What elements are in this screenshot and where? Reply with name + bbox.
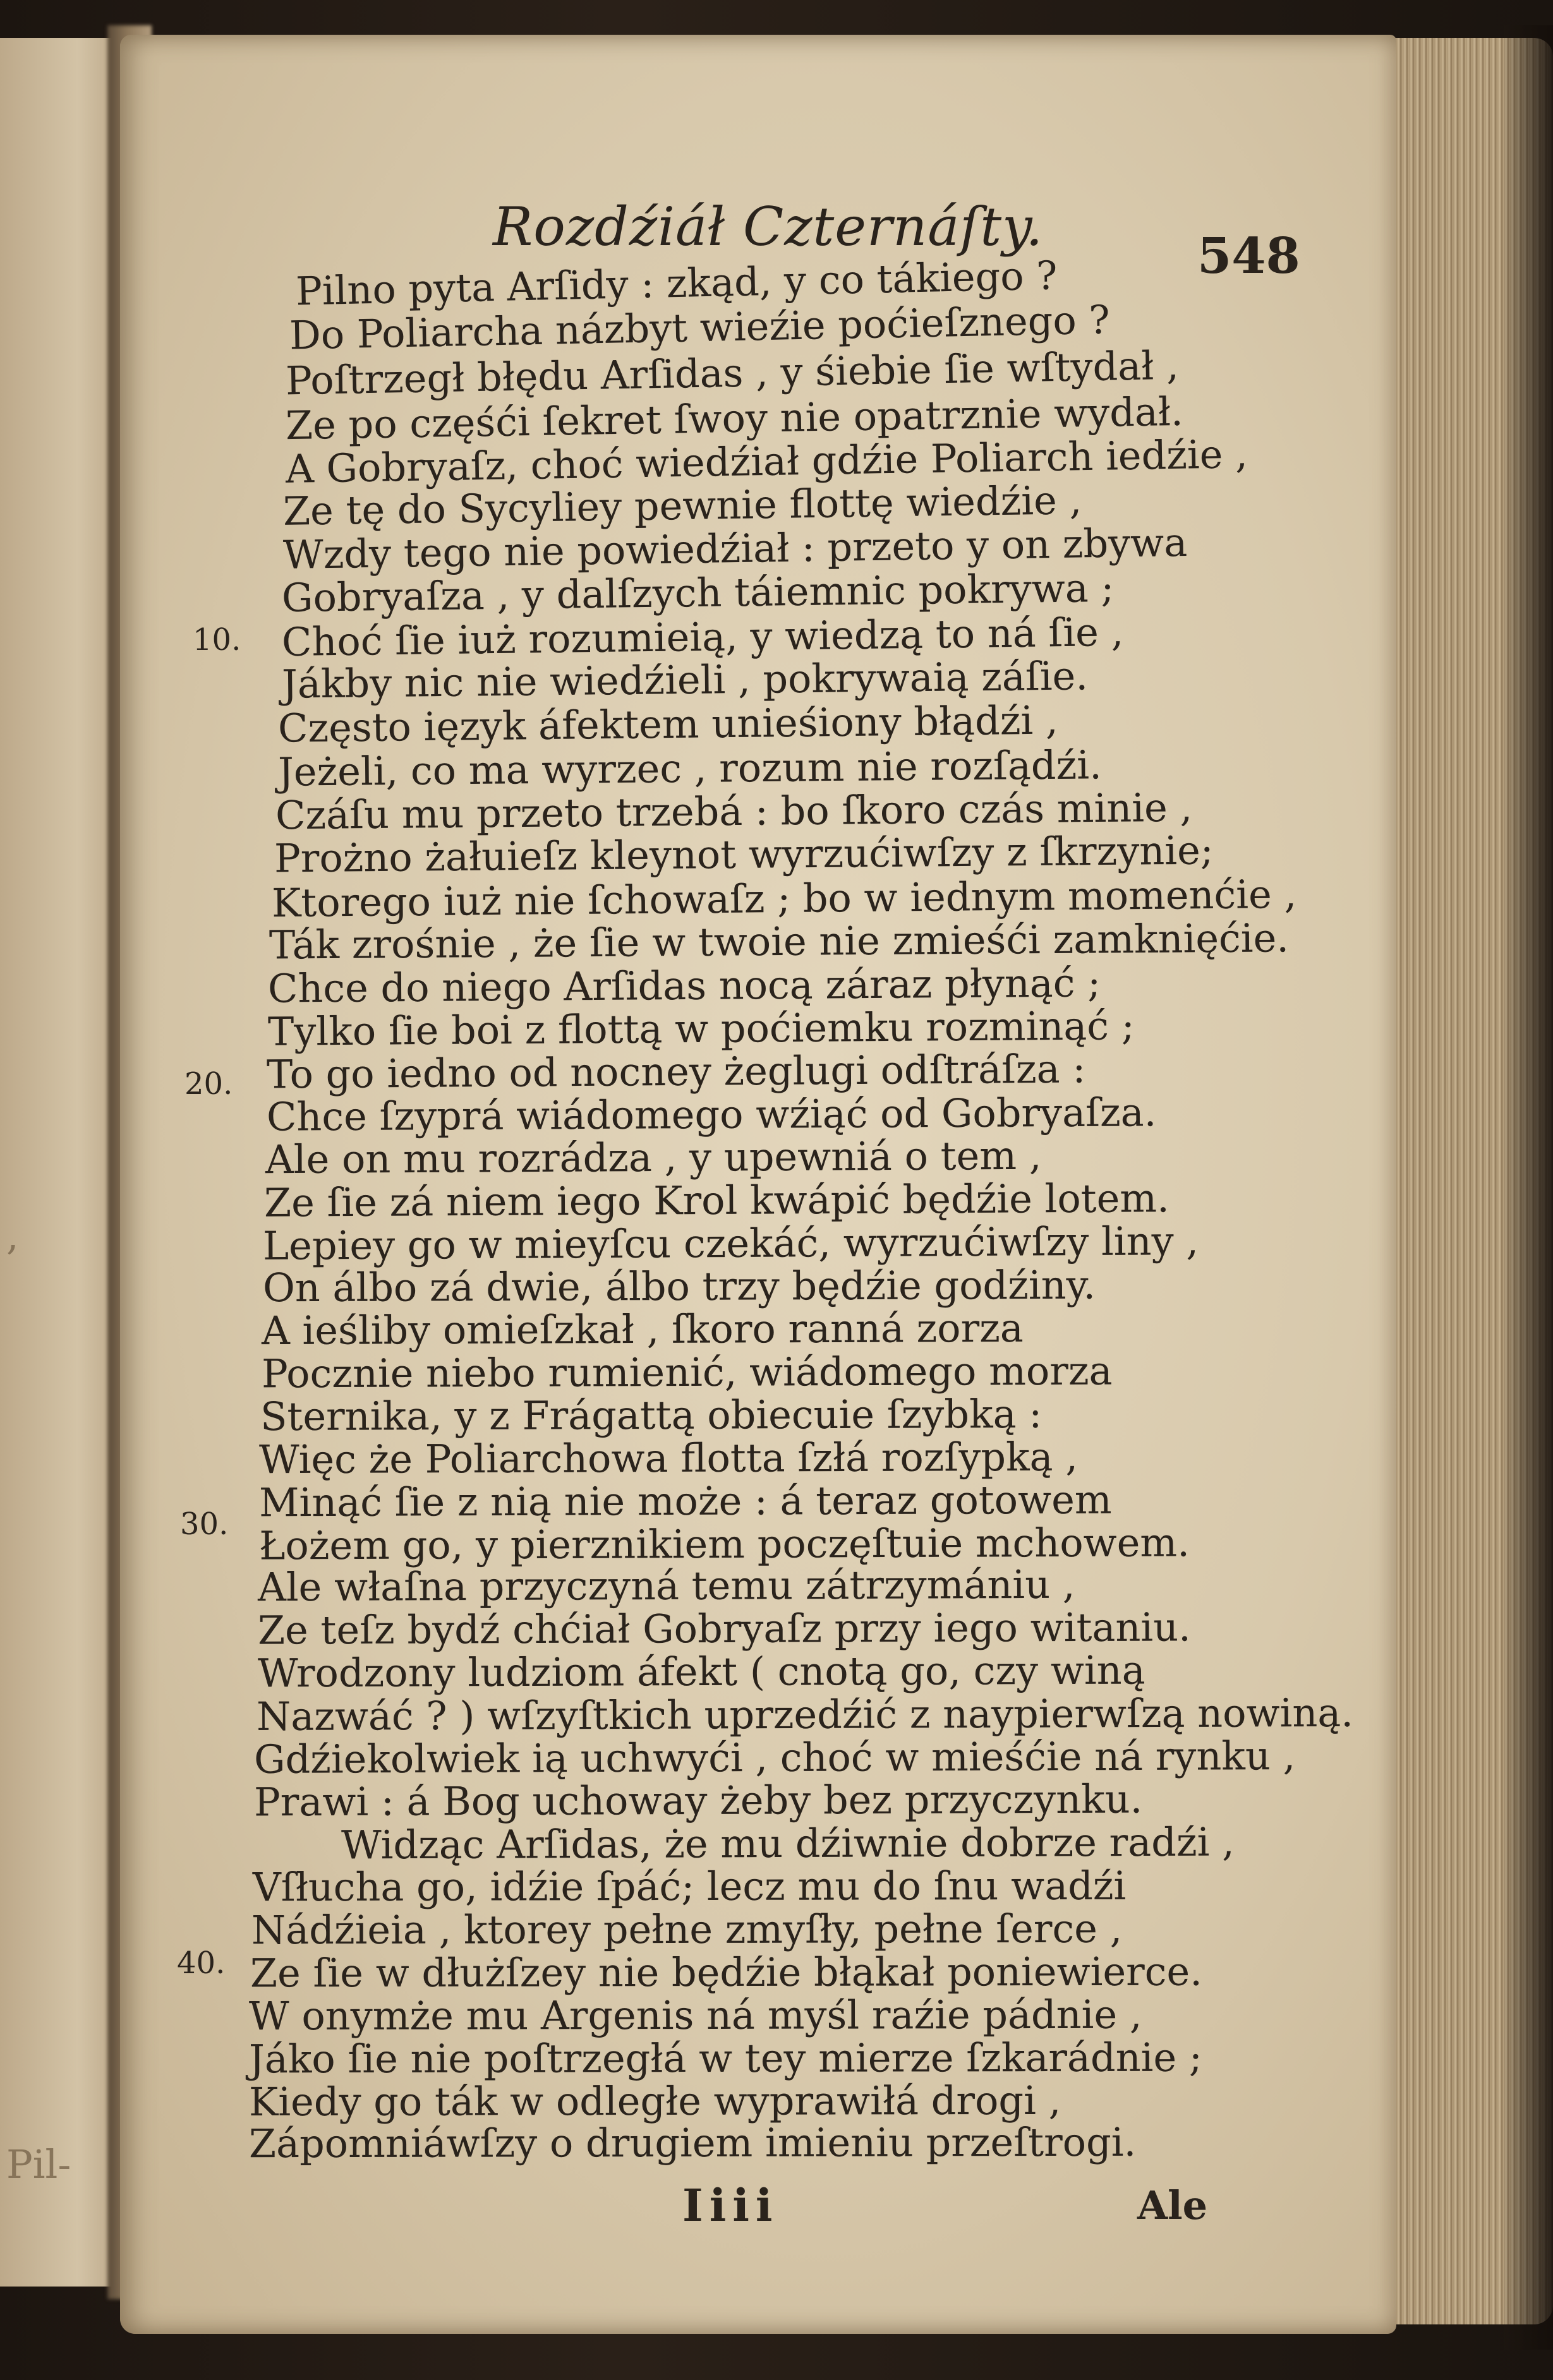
- text-line: Jeżeli, co ma wyrzec , rozum nie rozſądźi.: [277, 742, 1103, 795]
- line-number: 10.: [193, 622, 241, 658]
- page-edge-shadow: [1504, 25, 1553, 2350]
- text-line: Pilno pyta Arſidy : zkąd, y co tákiego ?: [295, 252, 1058, 315]
- text-line: Choć ſie iuż rozumieią, y wiedzą to ná ſie ,: [281, 608, 1124, 666]
- text-line: Widząc Arſidas, że mu dźiwnie dobrze radźi ,: [341, 1818, 1235, 1868]
- text-line: Zápomniáwſzy o drugiem imieniu przeſtrogi.: [248, 2119, 1137, 2167]
- text-line: Do Poliarcha názbyt wieźie poćieſznego ?: [289, 296, 1111, 359]
- text-line: Kiedy go ták w odległe wyprawiłá drogi ,: [248, 2077, 1061, 2125]
- text-line: Ze teſz bydź chćiał Gobryaſz przy iego witaniu.: [257, 1604, 1191, 1654]
- text-line: Łożem go, y pierznikiem poczęſtuie mchowem.: [258, 1519, 1190, 1569]
- text-line: Ale on mu rozrádza , y upewniá o tem ,: [265, 1132, 1042, 1183]
- text-line: Wzdy tego nie powiedźiał : przeto y on zbywa: [282, 519, 1188, 578]
- text-line: A Gobryaſz, choć wiedźiał gdźie Poliarch iedźie ,: [285, 431, 1248, 492]
- text-line: Nazwáć ? ) wſzyſtkich uprzedźić z naypierwſzą nowiną.: [256, 1689, 1354, 1740]
- text-line: Ták zrośnie , że ſie w twoie nie zmieśći zamknięćie.: [269, 915, 1290, 968]
- text-line: Jáko ſie nie poſtrzegłá w tey mierze ſzkarádnie ;: [248, 2034, 1202, 2082]
- text-line: Prożno żałuieſz kleynot wyrzućiwſzy z ſkrzynie;: [274, 827, 1214, 882]
- text-line: To go iedno od nocney żeglugi odſtráſza :: [266, 1045, 1086, 1098]
- text-line: Prawi : á Bog uchoway żeby bez przyczynku.: [253, 1776, 1143, 1825]
- text-line: Tylko ſie boi z flottą w poćiemku rozminąć ;: [267, 1002, 1135, 1055]
- text-line: Chce do niego Arſidas nocą záraz płynąć ;: [267, 959, 1101, 1012]
- text-line: Sternika, y z Frágattą obiecuie ſzybką :: [260, 1390, 1042, 1440]
- text-line: Gdźiekolwiek ią uchwyći , choć w mieśćie ná rynku ,: [253, 1733, 1296, 1782]
- text-line: Ze ſie w dłużſzey nie będźie błąkał poniewierce.: [250, 1948, 1202, 1997]
- text-line: On álbo zá dwie, álbo trzy będźie godźiny.: [262, 1261, 1096, 1311]
- text-line: A ieśliby omieſzkał , ſkoro ranná zorza: [261, 1304, 1024, 1354]
- text-line: Lepiey go w mieyſcu czekáć, wyrzućiwſzy liny ,: [262, 1218, 1199, 1269]
- text-line: Ze ſie zá niem iego Krol kwápić będźie lotem.: [263, 1175, 1169, 1226]
- text-line: Vſłucha go, idźie ſpáć; lecz mu do ſnu wadźi: [252, 1862, 1127, 1911]
- text-line: Jákby nic nie wiedźieli , pokrywaią záſie.: [281, 652, 1089, 707]
- text-line: Pocznie niebo rumienić, wiádomego morza: [261, 1347, 1113, 1397]
- text-line: Wrodzony ludziom áfekt ( cnotą go, czy winą: [257, 1647, 1145, 1697]
- page-number: 548: [1197, 227, 1300, 285]
- line-number: 40.: [177, 1945, 226, 1981]
- text-line: Ze po częśći ſekret ſwoy nie opatrznie wydał.: [285, 388, 1184, 449]
- signature-mark: Iiii: [682, 2179, 779, 2232]
- text-line: Ale właſna przyczyná temu zátrzymániu ,: [257, 1561, 1075, 1611]
- text-line: Czáſu mu przeto trzebá : bo ſkoro czás minie ,: [275, 784, 1193, 839]
- text-line: Poſtrzegł błędu Arſidas , y śiebie ſie wſtydał ,: [285, 342, 1180, 404]
- line-number: 20.: [184, 1066, 233, 1102]
- text-line: Więc że Poliarchowa flotta ſzłá rozſypką ,: [258, 1433, 1079, 1483]
- line-number: 30.: [180, 1506, 229, 1542]
- text-line: W onymże mu Argenis ná myśl raźie pádnie ,: [248, 1991, 1142, 2040]
- left-page-fragment: Pil-: [6, 2141, 71, 2187]
- text-line: Nádźieia , ktorey pełne zmyſły, pełne ſerce ,: [251, 1905, 1123, 1954]
- text-line: Ze tę do Sycyliey pewnie flottę wiedźie ,: [282, 477, 1082, 534]
- text-line: Chce ſzyprá wiádomego wźiąć od Gobryaſza.: [266, 1089, 1157, 1140]
- running-title: Rozdźiáł Czternáſty.: [493, 196, 1044, 258]
- left-page-fragment: ,: [6, 1213, 19, 1259]
- text-line: Minąć ſie z nią nie może : á teraz gotowem: [258, 1476, 1112, 1526]
- text-line: Często ięzyk áfektem unieśiony błądźi ,: [277, 697, 1059, 752]
- text-line: Ktorego iuż nie ſchowaſz ; bo w iednym momenćie ,: [271, 870, 1297, 927]
- text-line: Gobryaſza , y dalſzych táiemnic pokrywa ;: [281, 564, 1115, 622]
- catchword: Ale: [1137, 2182, 1208, 2228]
